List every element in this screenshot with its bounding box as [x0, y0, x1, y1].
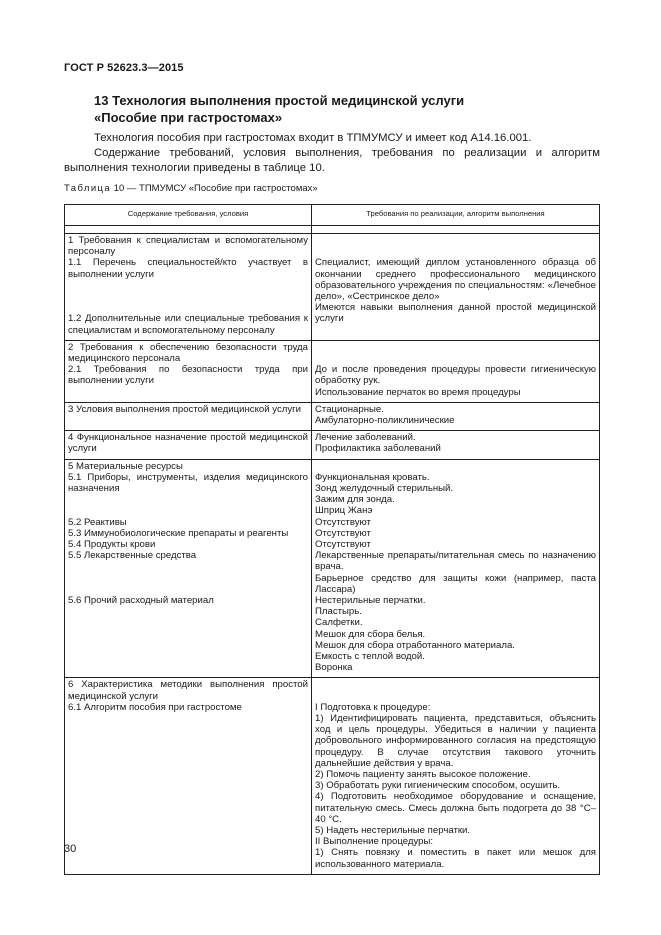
section-title-line2: «Пособие при гастростомах»	[94, 110, 283, 125]
row6-right-5: 4) Подготовить необходимое оборудование и оснащение, питательную смесь. Смесь должна быть подогрета до 38 °C–40 °C.	[315, 791, 596, 825]
row5-right-12: Салфетки.	[315, 617, 363, 629]
row6-right-1: I Подготовка к процедуре:	[315, 701, 431, 713]
row5-right-10: Нестерильные перчатки.	[315, 595, 426, 606]
row3-right-1: Стационарные.	[315, 403, 384, 415]
row5-right-4: Шприц Жанэ	[315, 505, 373, 517]
row5-right-14: Мешок для сбора отработанного материала.	[315, 639, 515, 651]
row6-right-3: 2) Помочь пациенту занять высокое положение.	[315, 769, 531, 781]
row6-right-7: II Выполнение процедуры:	[315, 836, 434, 848]
row6-right-4: 3) Обработать руки гигиеническим способом, осушить.	[315, 780, 561, 792]
row2-right	[312, 340, 600, 402]
table-row	[65, 459, 600, 678]
row1-right-2: Имеются навыки выполнения данной простой медицинской услуги	[315, 302, 596, 325]
table-caption-word: Таблица	[64, 183, 112, 194]
row4-left	[65, 431, 312, 459]
header-left: Содержание требования, условия	[65, 205, 312, 226]
row5-right-2: Зонд желудочный стерильный.	[315, 482, 454, 494]
row1-left-3: 1.2 Дополнительные или специальные требования к специалистам и вспомогательному персоналу	[68, 313, 308, 336]
table-row	[65, 402, 600, 430]
table-header-row	[65, 205, 600, 226]
table-row	[65, 678, 600, 874]
row5-left-5: 5.4 Продукты крови	[68, 538, 156, 550]
row5-right-16: Воронка	[315, 662, 353, 674]
row5-right-13: Мешок для сбора белья.	[315, 628, 426, 640]
row1-right	[312, 234, 600, 341]
row6-right-8: 1) Снять повязку и поместить в пакет или мешок для использованного материала.	[315, 847, 596, 870]
row5-right-6: Отсутствуют	[315, 527, 371, 539]
row3-left-1: 3 Условия выполнения простой медицинской услуги	[68, 403, 302, 415]
row2-right-1: До и после проведения процедуры провести гигиеническую обработку рук.	[315, 364, 596, 387]
row6-left-1: 6 Характеристика методики выполнения простой медицинской услуги	[68, 679, 308, 702]
row4-left-1: 4 Функциональное назначение простой медицинской услуги	[68, 432, 308, 455]
row1-right-1: Специалист, имеющий диплом установленного образца об окончании среднего профессионального медицинского образовательного учреждения по специальностям: «Лечебное дело», «Сестринское дело»	[315, 257, 596, 302]
row5-right-15: Емкость с теплой водой.	[315, 651, 425, 663]
table-row	[65, 431, 600, 459]
header-right: Требования по реализации, алгоритм выполнения	[312, 205, 600, 226]
row4-right	[312, 431, 600, 459]
row5-right-3: Зажим для зонда.	[315, 494, 395, 506]
row5-right-1: Функциональная кровать.	[315, 471, 430, 483]
page-number: 30	[64, 843, 77, 855]
intro-paragraph-2: Содержание требований, условия выполнения, требования по реализации и алгоритм выполнения технологии приведены в таблице 10.	[64, 147, 600, 174]
row5-right-8: Лекарственные препараты/питательная смесь по назначению врача.	[315, 550, 596, 573]
row1-left-1: 1 Требования к специалистам и вспомогательному персоналу	[68, 235, 308, 258]
row4-right-1: Лечение заболеваний.	[315, 432, 416, 444]
table-caption	[64, 183, 318, 194]
row1-left	[65, 234, 312, 341]
row5-left-2: 5.1 Приборы, инструменты, изделия медицинского назначения	[68, 471, 308, 494]
intro-text	[64, 131, 600, 176]
row6-right	[312, 678, 600, 874]
section-title-line1: 13 Технология выполнения простой медицинской услуги	[94, 93, 465, 108]
section-heading	[94, 92, 464, 126]
row3-right-2: Амбулаторно-поликлинические	[315, 414, 455, 426]
row2-right-2: Использование перчаток во время процедуры	[315, 386, 521, 398]
intro-paragraph-1: Технология пособия при гастростомах входит в ТПМУМСУ и имеет код А14.16.001.	[94, 132, 532, 144]
row5-left-4: 5.3 Иммунобиологические препараты и реагенты	[68, 527, 289, 539]
row3-right	[312, 402, 600, 430]
standard-id: ГОСТ Р 52623.3—2015	[64, 62, 184, 74]
requirements-table	[64, 204, 600, 875]
row5-left	[65, 459, 312, 678]
row2-left-2: 2.1 Требования по безопасности труда при выполнении услуги	[68, 364, 308, 387]
row4-right-2: Профилактика заболеваний	[315, 443, 441, 455]
row2-left	[65, 340, 312, 402]
row6-right-6: 5) Надеть нестерильные перчатки.	[315, 825, 471, 837]
row5-left-7: 5.6 Прочий расходный материал	[68, 594, 214, 606]
row5-left-6: 5.5 Лекарственные средства	[68, 550, 197, 562]
row5-right	[312, 459, 600, 678]
table-row	[65, 234, 600, 341]
row6-right-2: 1) Идентифицировать пациента, представиться, объяснить ход и цель процедуры. Убедиться в наличии у пациента добровольного информированного согласия на предстоящую процедуру. В случае отсутствия такового уточнить дальнейшие действия у врача.	[315, 713, 596, 769]
row5-right-7: Отсутствуют	[315, 538, 371, 550]
row5-right-9: Барьерное средство для защиты кожи (например, паста Лассара)	[315, 572, 596, 595]
row6-left	[65, 678, 312, 874]
table-spacer-row	[65, 226, 600, 234]
table-row	[65, 340, 600, 402]
row5-left-1: 5 Материальные ресурсы	[68, 460, 183, 472]
row5-left-3: 5.2 Реактивы	[68, 516, 127, 528]
row5-right-5: Отсутствуют	[315, 516, 371, 528]
row1-left-2: 1.1 Перечень специальностей/кто участвует в выполнении услуги	[68, 257, 308, 280]
row3-left	[65, 402, 312, 430]
row2-left-1: 2 Требования к обеспечению безопасности труда медицинского персонала	[68, 341, 308, 364]
table-caption-title: 10 — ТПМУМСУ «Пособие при гастростомах»	[113, 183, 318, 194]
row6-left-2: 6.1 Алгоритм пособия при гастростоме	[68, 701, 242, 713]
row5-right-11: Пластырь.	[315, 606, 362, 618]
